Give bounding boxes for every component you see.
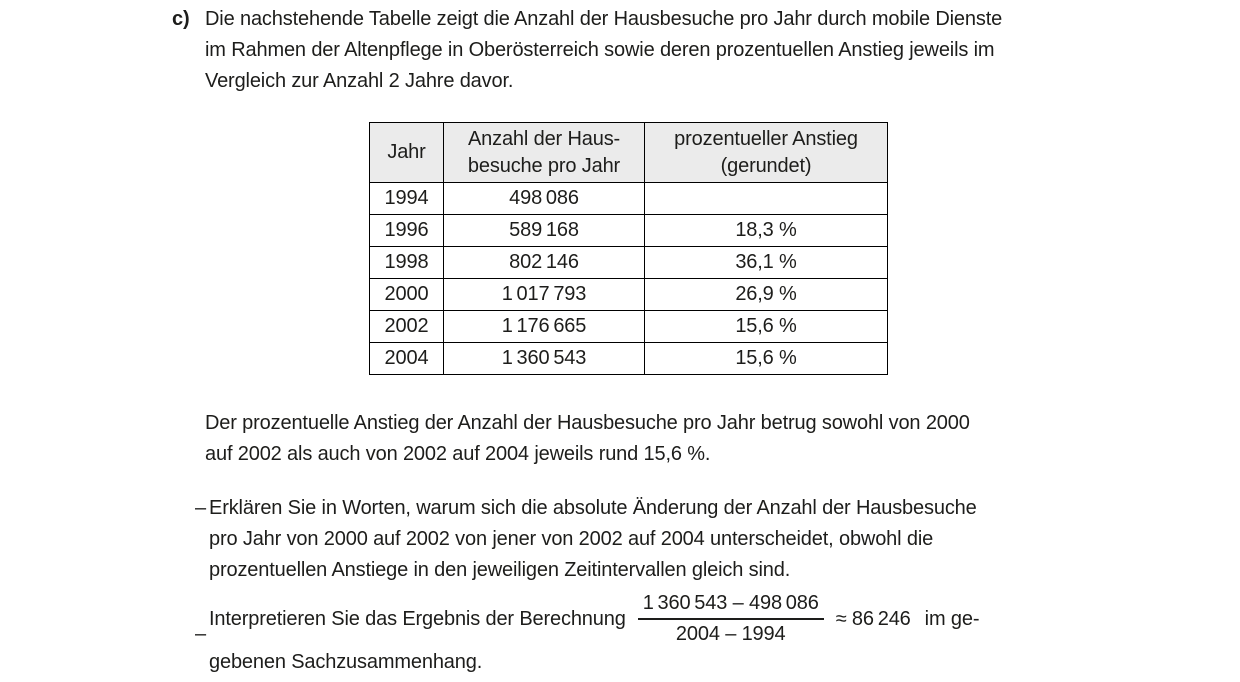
increase-cell: 15,6 % xyxy=(645,311,888,343)
hausbesuche-table xyxy=(369,122,888,375)
bullet-dash: – xyxy=(195,497,206,519)
visits-cell: 1 176 665 xyxy=(444,311,645,343)
fraction xyxy=(638,591,824,647)
header-line: Anzahl der Haus- xyxy=(467,127,621,150)
intro-line: im Rahmen der Altenpflege in Oberösterreich sowie deren prozentuellen Anstieg jeweils im xyxy=(205,39,995,61)
task-body xyxy=(195,4,1110,678)
increase-cell: 15,6 % xyxy=(645,343,888,375)
fraction-numerator: 1 360 543 – 498 086 xyxy=(638,591,824,620)
table-row xyxy=(370,311,888,343)
table-row xyxy=(370,279,888,311)
bullet-erklaeren-text xyxy=(209,493,1110,586)
header-line: besuche pro Jahr xyxy=(467,154,621,177)
note-paragraph xyxy=(205,408,1110,470)
formula-text-after: im ge- xyxy=(924,607,980,630)
note-line: Der prozentuelle Anstieg der Anzahl der Hausbesuche pro Jahr betrug sowohl von 2000 xyxy=(205,412,970,434)
approx-result: ≈ 86 246 xyxy=(835,607,911,630)
bullet-interpretieren-text xyxy=(209,591,1110,678)
year-cell: 2004 xyxy=(370,343,444,375)
header-cell-jahr: Jahr xyxy=(370,123,444,183)
table-row xyxy=(370,215,888,247)
visits-cell: 1 360 543 xyxy=(444,343,645,375)
formula-text-before: Interpretieren Sie das Ergebnis der Berechnung xyxy=(209,607,626,630)
bullet-line: Erklären Sie in Worten, warum sich die absolute Änderung der Anzahl der Hausbesuche xyxy=(209,497,977,519)
table-body xyxy=(370,183,888,375)
visits-cell: 802 146 xyxy=(444,247,645,279)
bullet-continuation-line: gebenen Sachzusammenhang. xyxy=(209,651,483,673)
year-cell: 2002 xyxy=(370,311,444,343)
year-cell: 1996 xyxy=(370,215,444,247)
year-cell: 2000 xyxy=(370,279,444,311)
table-row xyxy=(370,183,888,215)
formula-line xyxy=(209,591,1110,647)
intro-line: Vergleich zur Anzahl 2 Jahre davor. xyxy=(205,70,514,92)
note-line: auf 2002 als auch von 2002 auf 2004 jeweils rund 15,6 %. xyxy=(205,443,711,465)
table-row xyxy=(370,343,888,375)
increase-cell: 18,3 % xyxy=(645,215,888,247)
increase-cell xyxy=(645,183,888,215)
intro-line: Die nachstehende Tabelle zeigt die Anzahl der Hausbesuche pro Jahr durch mobile Dienste xyxy=(205,8,1003,30)
year-cell: 1998 xyxy=(370,247,444,279)
header-line: (gerundet) xyxy=(720,154,812,177)
bullet-interpretieren xyxy=(195,591,1110,678)
bullet-line: pro Jahr von 2000 auf 2002 von jener von 2002 auf 2004 unterscheidet, obwohl die xyxy=(209,528,934,550)
bullet-line: prozentuellen Anstiege in den jeweiligen Zeitintervallen gleich sind. xyxy=(209,559,791,581)
table-header xyxy=(370,123,888,183)
task-label: c) xyxy=(172,8,190,30)
visits-cell: 589 168 xyxy=(444,215,645,247)
bullet-erklaeren xyxy=(195,493,1110,586)
table-header-row xyxy=(370,123,888,183)
table-row xyxy=(370,247,888,279)
intro-paragraph xyxy=(205,4,1110,97)
header-cell-anstieg xyxy=(645,123,888,183)
header-line: prozentueller Anstieg xyxy=(674,127,858,150)
increase-cell: 36,1 % xyxy=(645,247,888,279)
visits-cell: 498 086 xyxy=(444,183,645,215)
increase-cell: 26,9 % xyxy=(645,279,888,311)
bullet-dash: – xyxy=(195,623,206,645)
header-cell-hausbesuche xyxy=(444,123,645,183)
fraction-denominator: 2004 – 1994 xyxy=(675,623,786,645)
visits-cell: 1 017 793 xyxy=(444,279,645,311)
year-cell: 1994 xyxy=(370,183,444,215)
task-c xyxy=(172,4,1240,678)
